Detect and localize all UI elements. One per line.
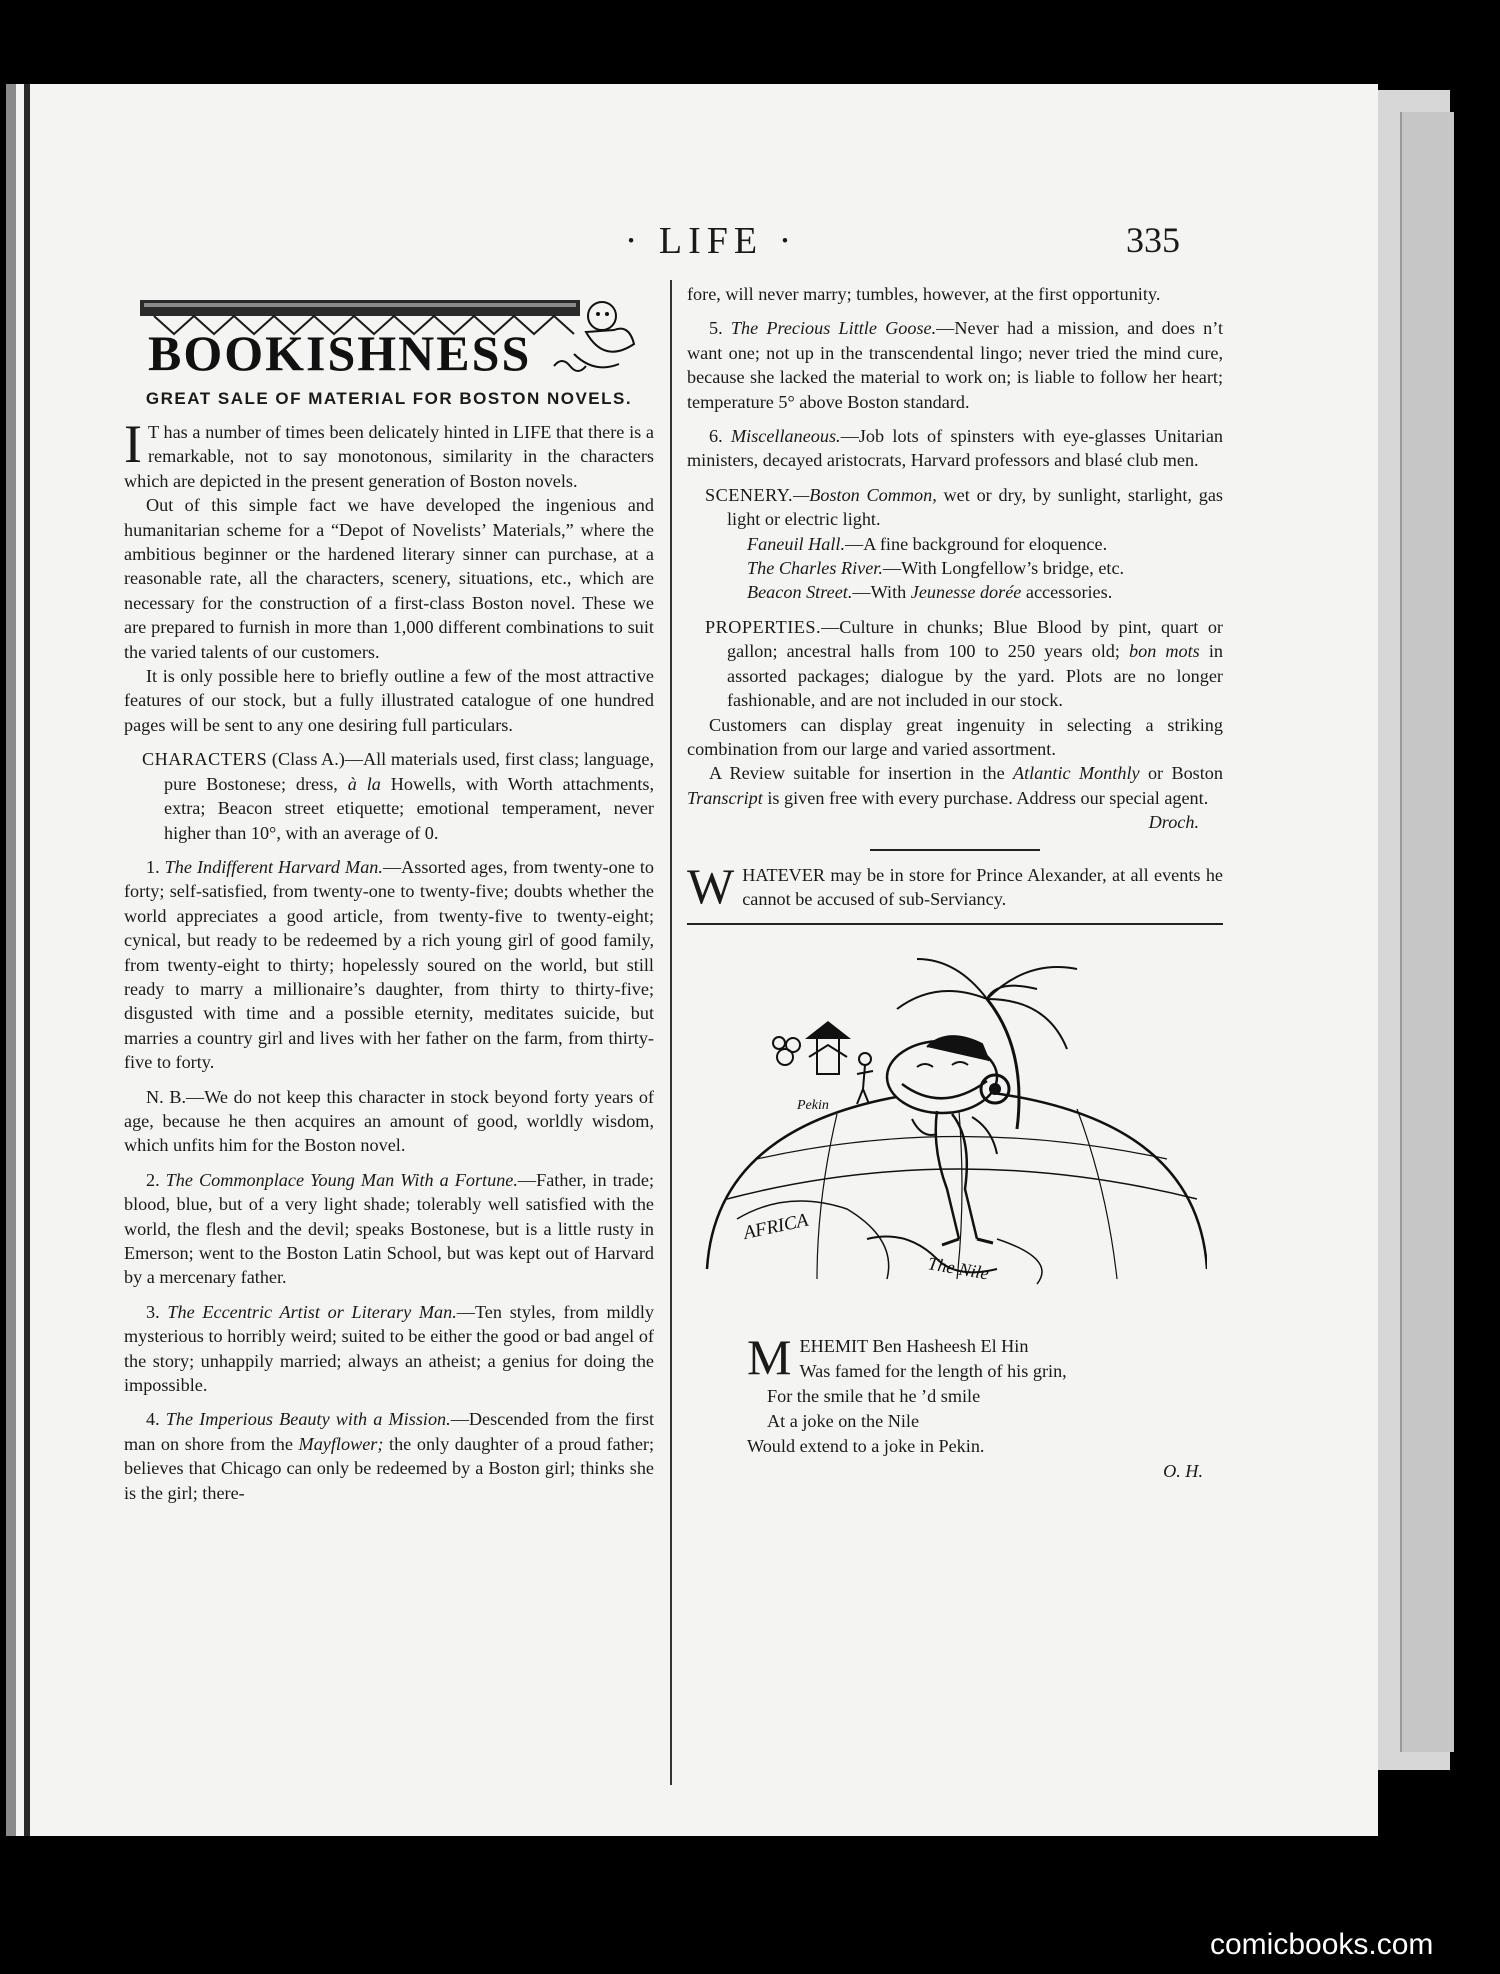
item-1-text: —Assorted ages, from twenty-one to forty; self-satisfied, from twenty-one to twenty-five; doubts whether the world appreciates a good article, from twenty-five to twenty-eight; cynical, but ready to be redeemed by a rich young girl of good family, from twenty-eight to thirty; hopelessly soured on the world, but still ready to marry a millionaire’s daughter, from thirty to thirty-five; disgusted with time and a possible eternity, meditates suicide, but marries a country girl and lives with her father on the farm, from thirty-five to forty. bbox=[124, 856, 655, 1073]
scenery-beacon-end: accessories. bbox=[1021, 582, 1113, 603]
properties-paragraph bbox=[687, 615, 1223, 713]
poem bbox=[747, 1328, 1223, 1484]
magazine-page bbox=[6, 84, 1378, 1836]
column-divider bbox=[670, 280, 672, 1785]
poem-signature-text: O. H. bbox=[1163, 1460, 1203, 1481]
intro-text: T has a number of times been delicately hinted in LIFE that there is a remarkable, not to say monotonous, similarity in the characters which are depicted in the present generation of Boston novels. bbox=[124, 422, 654, 491]
characters-paragraph bbox=[124, 747, 654, 845]
signature-droch bbox=[687, 810, 1223, 834]
signature-droch-text: Droch. bbox=[1148, 812, 1199, 833]
scenery-label: SCENERY. bbox=[705, 484, 794, 505]
review-transcript: Transcript bbox=[687, 787, 763, 808]
intro-paragraph bbox=[124, 414, 654, 493]
characters-label: CHARACTERS bbox=[142, 749, 268, 770]
left-column bbox=[124, 294, 654, 1505]
review-text-b: or Boston bbox=[1139, 763, 1223, 784]
svg-text:BOOKISHNESS: BOOKISHNESS bbox=[148, 325, 532, 378]
item-4-text-b: the only daughter of a proud father; believes that Chicago can only be redeemed by a Boston girl; thinks she is the girl; there- bbox=[124, 1433, 655, 1503]
item-6-number: 6. bbox=[709, 426, 731, 447]
properties-text-b: in assorted packages; dialogue by the yard. Plots are no longer fashionable, and are not included in our stock. bbox=[727, 641, 1224, 711]
poem-line-4: At a joke on the Nile bbox=[767, 1410, 920, 1431]
watermark: comicbooks.com bbox=[1210, 1928, 1434, 1961]
page-number: 335 bbox=[1126, 220, 1180, 260]
cartoon-label-africa: AFRICA bbox=[741, 1210, 811, 1245]
review-atlantic: Atlantic Monthly bbox=[1013, 763, 1140, 784]
item-4-text-a: —Descended from the first man on shore from the bbox=[124, 1409, 654, 1454]
scenery-beacon-text: —With bbox=[852, 582, 911, 603]
item-2-text: —Father, in trade; blood, blue, but of a very light shade; tolerably well satisfied with the world, the flesh and the devil; speaks Bostonese, but is a little rusty in Emerson; went to the Boston Latin School, but was kept out of Harvard by a mercenary father. bbox=[124, 1169, 654, 1288]
poem-line-3: For the smile that he ’d smile bbox=[767, 1385, 981, 1406]
scenery-faneuil-title: Faneuil Hall. bbox=[747, 533, 845, 554]
scenery-boston-common: —Boston Common, bbox=[793, 484, 937, 505]
poem-line-5: Would extend to a joke in Pekin. bbox=[747, 1435, 985, 1456]
scenery-beacon-title: Beacon Street. bbox=[747, 582, 853, 603]
binding-spine bbox=[24, 84, 30, 1836]
item-1 bbox=[124, 855, 654, 1075]
poem-signature bbox=[747, 1459, 1223, 1484]
page-stack-edge-inner bbox=[1400, 112, 1454, 1752]
item-2-title: The Commonplace Young Man With a Fortune. bbox=[165, 1169, 518, 1190]
whatever-text: HATEVER may be in store for Prince Alexander, at all events he cannot be accused of sub-Serviancy. bbox=[742, 864, 1223, 909]
item-6-text: —Job lots of spinsters with eye-glasses Unitarian ministers, decayed aristocrats, Harvard professors and blasé club men. bbox=[687, 426, 1224, 471]
binding-shadow bbox=[6, 84, 16, 1836]
paragraph-catalogue: It is only possible here to briefly outline a few of the most attractive features of our stock, but a fully illustrated catalogue of one hundred pages will be sent to any one desiring full particulars. bbox=[124, 666, 654, 735]
properties-label: PROPERTIES. bbox=[705, 616, 822, 637]
properties-bon-mots: bon mots bbox=[1129, 641, 1200, 662]
characters-text: (Class A.)—All materials used, first class; language, pure Bostonese; dress, bbox=[164, 749, 654, 794]
review-text-a: A Review suitable for insertion in the bbox=[709, 763, 1014, 784]
bookishness-banner-art bbox=[134, 294, 644, 378]
item-1-number: 1. bbox=[146, 856, 165, 877]
item-4 bbox=[124, 1407, 654, 1505]
review-paragraph bbox=[687, 761, 1223, 810]
scenery-boston-common-text: wet or dry, by sunlight, starlight, gas light or electric light. bbox=[727, 484, 1223, 530]
poem-dropcap: M bbox=[747, 1328, 792, 1385]
scenery-faneuil-text: —A fine background for eloquence. bbox=[845, 533, 1108, 554]
whatever-paragraph bbox=[687, 857, 1223, 914]
masthead-title: · LIFE · bbox=[624, 220, 798, 262]
scenery-beacon-italic: Jeunesse dorée bbox=[910, 582, 1022, 603]
item-1-title: The Indifferent Harvard Man. bbox=[164, 856, 383, 877]
item-2-number: 2. bbox=[146, 1169, 166, 1190]
item-3-text: —Ten styles, from mildly mysterious to horribly weird; suited to be either the good or bad angel of the story; unhappily married; always an atheist; a genius for doing the impossible. bbox=[124, 1301, 654, 1396]
bookishness-banner bbox=[124, 294, 654, 380]
scenery-charles bbox=[687, 556, 1223, 580]
item-4-continued: fore, will never marry; tumbles, however, at the first opportunity. bbox=[687, 284, 1161, 304]
item-6 bbox=[687, 424, 1223, 473]
item-6-title: Miscellaneous. bbox=[730, 426, 841, 447]
item-5-text: —Never had a mission, and does n’t want one; not up in the transcendental lingo; never tried the mind cure, because she lacked the material to work on; is liable to follow her heart; temperature 5° above Boston standard. bbox=[687, 318, 1223, 412]
right-column bbox=[687, 282, 1223, 1484]
intro-dropcap: I bbox=[124, 414, 142, 474]
scenery-faneuil bbox=[687, 532, 1223, 556]
article-headline: GREAT SALE OF MATERIAL FOR BOSTON NOVELS. bbox=[145, 389, 633, 408]
item-3-title: The Eccentric Artist or Literary Man. bbox=[167, 1301, 457, 1322]
item-5-title: The Precious Little Goose. bbox=[730, 318, 937, 339]
customers-paragraph: Customers can display great ingenuity in selecting a striking combination from our large and varied assortment. bbox=[687, 714, 1223, 759]
item-4-title: The Imperious Beauty with a Mission. bbox=[165, 1409, 451, 1430]
cartoon-label-pekin: Pekin bbox=[797, 1098, 829, 1114]
item-2 bbox=[124, 1168, 654, 1290]
scenery-charles-title: The Charles River. bbox=[747, 558, 883, 579]
item-4-mayflower: Mayflower; bbox=[298, 1433, 384, 1454]
review-text-c: is given free with every purchase. Address our special agent. bbox=[762, 787, 1209, 808]
cartoon-globe-figure bbox=[697, 939, 1207, 1309]
scenery-paragraph bbox=[687, 483, 1223, 532]
nb-paragraph: N. B.—We do not keep this character in stock beyond forty years of age, because he then acquires an amount of good, worldly wisdom, which unfits him for the Boston novel. bbox=[124, 1086, 654, 1156]
paragraph-depot: Out of this simple fact we have developed the ingenious and humanitarian scheme for a “Depot of Novelists’ Materials,” where the ambitious beginner or the hardened literary sinner can purchase, at a reasonable rate, all the characters, scenery, situations, etc., which are necessary for the construction of a first-class Boston novel. These we are prepared to furnish in more than 1,000 different combinations to suit the varied talents of our customers. bbox=[124, 495, 654, 662]
item-4-number: 4. bbox=[146, 1409, 166, 1430]
item-3 bbox=[124, 1300, 654, 1398]
cartoon-illustration bbox=[697, 939, 1223, 1315]
cartoon-label-nile: The Nile bbox=[926, 1253, 991, 1284]
poem-line-2: Was famed for the length of his grin, bbox=[799, 1360, 1067, 1381]
whatever-dropcap: W bbox=[687, 857, 735, 914]
scenery-beacon bbox=[687, 580, 1223, 604]
scenery-charles-text: —With Longfellow’s bridge, etc. bbox=[882, 558, 1125, 579]
characters-text-2: Howells, with Worth attachments, extra; Beacon street etiquette; emotional temperament, never higher than 10°, with an average of 0. bbox=[164, 773, 655, 843]
section-rule bbox=[870, 849, 1040, 851]
item-5 bbox=[687, 316, 1223, 414]
characters-alamode: à la bbox=[347, 773, 381, 794]
properties-text-a: —Culture in chunks; Blue Blood by pint, quart or gallon; ancestral halls from 100 to 250 years old; bbox=[727, 616, 1223, 662]
item-5-number: 5. bbox=[709, 318, 731, 339]
item-3-number: 3. bbox=[146, 1301, 168, 1322]
cartoon-rule bbox=[687, 923, 1223, 925]
poem-line-1-text: EHEMIT Ben Hasheesh El Hin bbox=[799, 1335, 1029, 1356]
